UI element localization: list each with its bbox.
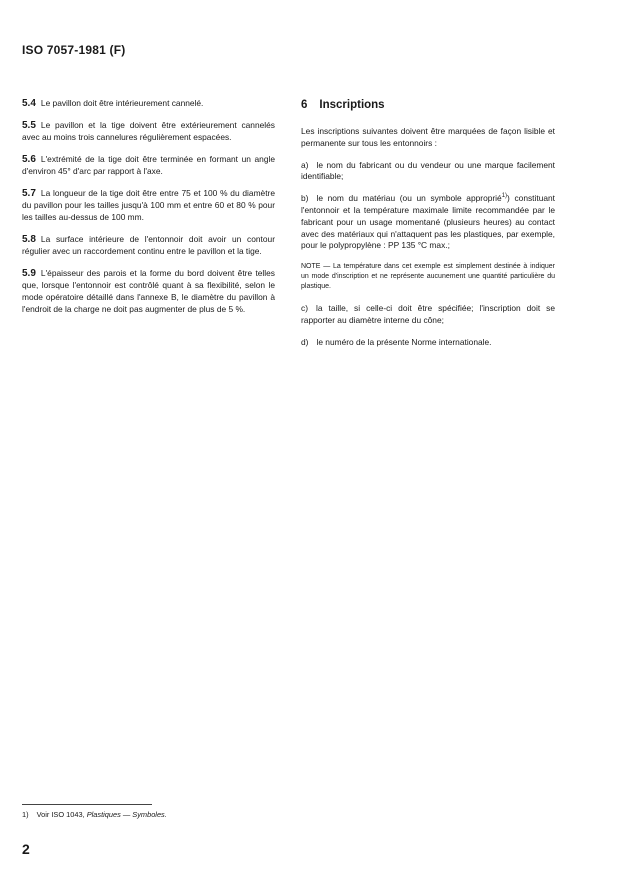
footnote-divider bbox=[22, 804, 152, 805]
section-heading bbox=[301, 98, 555, 112]
clause-5-7 bbox=[22, 188, 275, 223]
section-title: Inscriptions bbox=[319, 99, 385, 111]
item-label: b) bbox=[301, 193, 309, 204]
item-label: d) bbox=[301, 336, 309, 347]
clause-5-8 bbox=[22, 234, 275, 258]
item-text-continued: ) constituant l'entonnoir et la température maximale limite recommandée par le fabricant pour un usage momentané (plusieurs heures) au contact avec des matériaux qui n'attaquent pas les plastiques, par exemple, pour le polypropylène : PP 135 °C max.; bbox=[301, 193, 555, 251]
footnote-reference: 1) bbox=[501, 193, 508, 200]
item-text: la taille, si celle-ci doit être spécifiée; l'inscription doit se rapporter au diamètre interne du cône; bbox=[301, 303, 555, 325]
left-column bbox=[22, 98, 275, 326]
clause-number: 5.9 bbox=[22, 268, 36, 280]
item-label: c) bbox=[301, 303, 308, 314]
clause-text: Le pavillon doit être intérieurement cannelé. bbox=[40, 98, 204, 108]
clause-5-6 bbox=[22, 154, 275, 178]
clause-text: Le pavillon et la tige doivent être extérieurement cannelés avec au moins trois cannelures régulièrement espacées. bbox=[22, 120, 275, 143]
clause-number: 5.8 bbox=[22, 234, 36, 246]
note: NOTE — La température dans cet exemple est simplement destinée à indiquer un mode d'inscription et ne représente aucunement une quantité particulière du plastique. bbox=[301, 263, 555, 291]
clause-text: L'extrémité de la tige doit être terminée en formant un angle d'environ 45° d'arc par rapport à l'axe. bbox=[22, 154, 275, 177]
list-item-a bbox=[301, 160, 555, 184]
clause-number: 5.4 bbox=[22, 98, 36, 109]
item-label: a) bbox=[301, 159, 309, 170]
clause-number: 5.5 bbox=[22, 120, 36, 132]
item-text: le nom du fabricant ou du vendeur ou une marque facilement identifiable; bbox=[301, 159, 555, 182]
page-number: 2 bbox=[22, 841, 30, 857]
list-item-b bbox=[301, 193, 555, 252]
item-text: le nom du matériau (ou un symbole approprié bbox=[316, 193, 502, 204]
clause-number: 5.6 bbox=[22, 154, 36, 166]
list-item-d bbox=[301, 337, 555, 349]
item-text: le numéro de la présente Norme internationale. bbox=[316, 336, 492, 347]
document-header: ISO 7057-1981 (F) bbox=[22, 43, 126, 57]
clause-5-4 bbox=[22, 98, 275, 110]
clause-5-5 bbox=[22, 120, 275, 144]
list-item-c bbox=[301, 303, 555, 327]
right-column bbox=[301, 98, 555, 359]
section-number: 6 bbox=[301, 99, 308, 111]
clause-text: L'épaisseur des parois et la forme du bord doivent être telles que, lorsque l'entonnoir est contrôlé quant à sa flexibilité, selon le mode opératoire détaillé dans l'annexe B, le diamètre du pavillon à l'endroit de la charge ne doit pas augmenter de plus de 5 %. bbox=[22, 268, 275, 314]
clause-number: 5.7 bbox=[22, 188, 36, 200]
clause-text: La surface intérieure de l'entonnoir doit avoir un contour régulier avec un raccordement continu entre le pavillon et la tige. bbox=[22, 234, 275, 257]
footnote-mark: 1) bbox=[22, 810, 29, 819]
clause-text: La longueur de la tige doit être entre 75 et 100 % du diamètre du pavillon pour les tailles jusqu'à 100 mm et entre 60 et 80 % pour les tailles au-dessus de 100 mm. bbox=[22, 188, 275, 223]
footnote-italic-text: Plastiques — Symboles. bbox=[86, 810, 167, 819]
footnote-text: Voir ISO 1043, bbox=[36, 810, 87, 819]
section-intro: Les inscriptions suivantes doivent être marquées de façon lisible et permanente sur tous les entonnoirs : bbox=[301, 126, 555, 148]
clause-5-9 bbox=[22, 268, 275, 315]
footnote bbox=[22, 810, 167, 819]
